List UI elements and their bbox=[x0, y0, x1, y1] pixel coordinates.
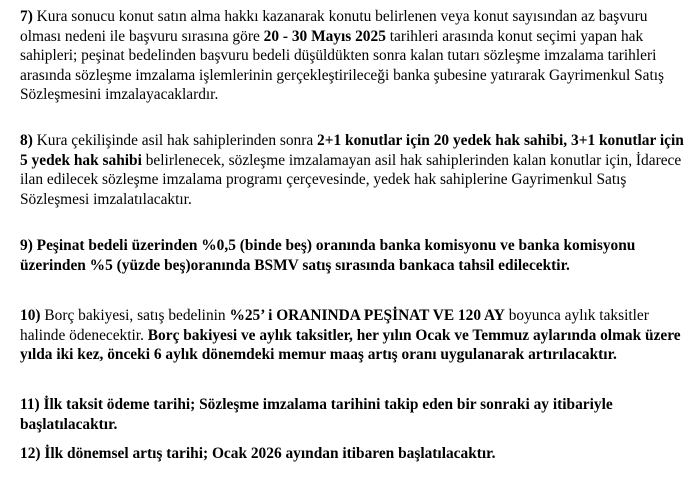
paragraph-7-text-2: tarihleri arasında konut seçimi yapan hak sahipleri; peşinat bedelinden başvuru bedeli düşüldükten sonra kalan tutarı sözleşme imzalama tarihleri arasında sözleşme imzalama işlemlerinin gerçekleştirileceği banka şubesine yatırarak Gayrimenkul Satış Sözleşmesini imzalayacaklardır. bbox=[20, 27, 665, 104]
paragraph-7-number: 7) bbox=[20, 8, 33, 25]
paragraph-12 bbox=[20, 444, 692, 464]
paragraph-10-number: 10) bbox=[20, 307, 41, 324]
paragraph-8-number: 8) bbox=[20, 132, 33, 149]
paragraph-10-bold-downpayment: %25’ i ORANINDA PEŞİNAT VE 120 AY bbox=[229, 307, 505, 324]
paragraph-11 bbox=[20, 395, 692, 434]
paragraph-10-text-1: Borç bakiyesi, satış bedelinin bbox=[40, 307, 230, 324]
paragraph-8-bold-reserves: 2+1 konutlar için 20 yedek hak sahibi, 3+1 konutlar için 5 yedek hak sahibi bbox=[20, 132, 684, 169]
paragraph-9-text: 9) Peşinat bedeli üzerinden %0,5 (binde beş) oranında banka komisyonu ve banka komisyonu üzerinden %5 (yüzde beş)oranında BSMV satış sırasında bankaca tahsil edilecektir. bbox=[20, 237, 636, 274]
paragraph-7 bbox=[20, 7, 692, 105]
paragraph-10-bold-increase: Borç bakiyesi ve aylık taksitler, her yılın Ocak ve Temmuz aylarında olmak üzere yılda iki kez, önceki 6 aylık dönemdeki memur maaş artış oranı uygulanarak artırılacaktır. bbox=[20, 326, 681, 364]
paragraph-10-text-2: boyunca aylık taksitler halinde ödenecektir. bbox=[20, 307, 649, 344]
paragraph-7-date-range: 20 - 30 Mayıs 2025 bbox=[263, 27, 386, 45]
paragraph-7-text-1: Kura sonucu konut satın alma hakkı kazanarak konutu belirlenen veya konut sayısından az başvuru olması nedeni ile başvuru sırasına göre bbox=[20, 8, 648, 45]
paragraph-9 bbox=[20, 236, 692, 275]
paragraph-10 bbox=[20, 306, 692, 365]
paragraph-11-text: 11) İlk taksit ödeme tarihi; Sözleşme imzalama tarihini takip eden bir sonraki ay itibariyle başlatılacaktır. bbox=[20, 396, 613, 433]
paragraph-8 bbox=[20, 131, 692, 209]
paragraph-8-text-2: belirlenecek, sözleşme imzalamayan asil hak sahiplerinden kalan konutlar için, İdarece ilan edilecek sözleşme imzalama programı çerçevesinde, yedek hak sahiplerine Gayrimenkul Satış Sözleşmesi imzalatılacaktır. bbox=[20, 151, 682, 208]
paragraph-8-text-1: Kura çekilişinde asil hak sahiplerinden sonra bbox=[32, 132, 318, 149]
paragraph-12-text: 12) İlk dönemsel artış tarihi; Ocak 2026 ayından itibaren başlatılacaktır. bbox=[20, 445, 496, 462]
